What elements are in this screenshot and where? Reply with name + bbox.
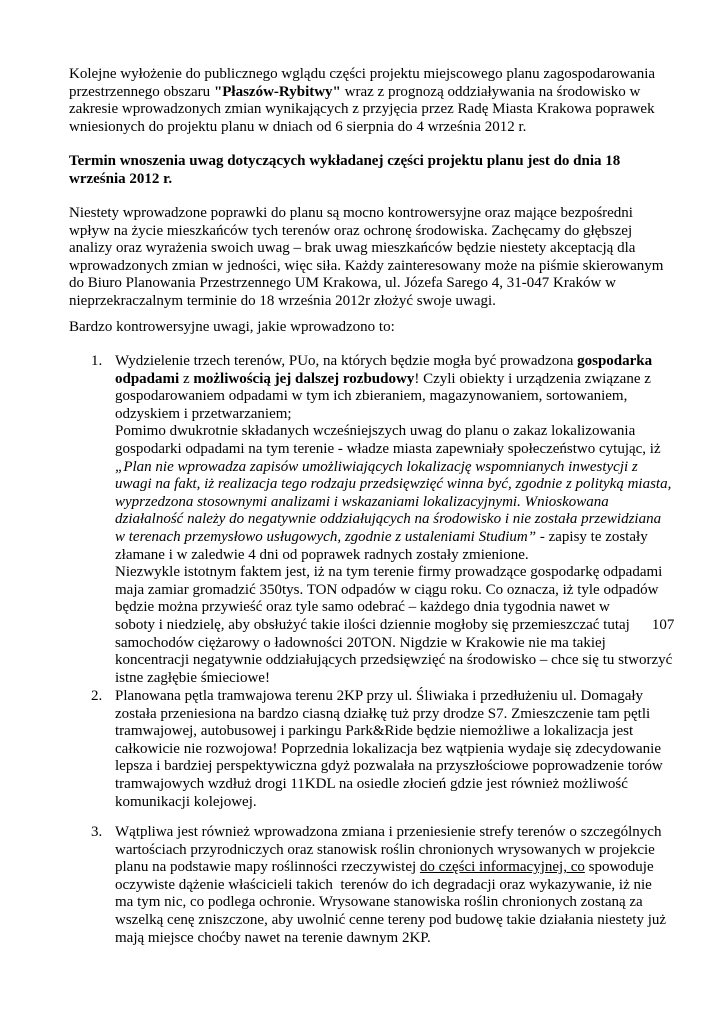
area-name: "Płaszów-Rybitwy" (213, 83, 341, 100)
text-line: samochodów ciężarowy o ładowności 20TON. Nigdzie w Krakowie nie ma takiej (115, 634, 606, 651)
text-line: gospodarki odpadami na tym terenie - władze miasta zapewniały społeczeństwo cytując, iż (115, 440, 661, 457)
text-line: wprowadzonych zmian w jedności, więc siła. Każdy zainteresowany może na piśmie skierowanym (69, 257, 664, 274)
text-line: oczywiste dążenie właścicieli takich terenów do ich degradacji oraz wykazywanie, iż nie (115, 876, 652, 893)
text-span: wraz z prognozą oddziaływania na środowisko w (340, 83, 641, 100)
text-span: - zapisy te zostały (536, 528, 648, 545)
item-number: 2. (91, 688, 103, 704)
item-number: 1. (91, 353, 103, 369)
item-body (115, 824, 675, 947)
text-span: planu na podstawie mapy roślinności rzeczywistej (115, 859, 420, 876)
text-line: będzie można przywieść oraz tyle samo odebrać – każdego dnia tygodnia nawet w (115, 599, 610, 616)
text-line: Bardzo kontrowersyjne uwagi, jakie wprowadzono to: (69, 319, 395, 335)
text-line: maja zamiar gromadzić 350tys. TON odpadów w ciągu roku. Co oznacza, iż tyle odpadów (115, 581, 659, 598)
text-line: komunikacji kolejowej. (115, 793, 257, 810)
text-line: Niezwykle istotnym faktem jest, iż na tym terenie firmy prowadzące gospodarkę odpadami (115, 564, 663, 581)
text-line: mają miejsce choćby nawet na terenie dawnym 2KP. (115, 929, 431, 946)
underlined-span: do części informacyjnej, co (419, 859, 585, 876)
text-line: tramwajowej, autobusowej i parkingu Park&Ride będzie niemożliwe a lokalizacja jest (115, 723, 634, 740)
text-line: złamane i w zaledwie 4 dni od poprawek radnych zostały zmienione. (115, 546, 529, 563)
quote-line: „Plan nie wprowadza zapisów umożliwiających lokalizację wspomnianych inwestycji z (115, 458, 638, 475)
text-line: Termin wnoszenia uwag dotyczących wykładanej części projektu planu jest do dnia 18 (69, 153, 621, 169)
deadline-notice (69, 153, 657, 188)
text-line: września 2012 r. (69, 170, 173, 187)
text-span: soboty i niedzielę, aby obsłużyć takie ilości dziennie mogłoby się przemieszczać tutaj (115, 616, 630, 633)
item-body (115, 353, 675, 687)
intro-paragraph (69, 66, 657, 136)
text-span: z (179, 370, 194, 387)
text-line: Kolejne wyłożenie do publicznego wglądu części projektu miejscowego planu zagospodarowania (69, 66, 656, 82)
text-span: spowoduje (584, 859, 654, 876)
text-span: ! Czyli obiekty i urządzenia związane z (414, 370, 651, 387)
text-line: wartościach przyrodniczych oraz stanowisk roślin chronionych wrysowanych w projekcie (115, 841, 655, 858)
text-line: wszelką cenę zniszczone, aby uwolnić cenne tereny pod budowę takie działania niestety już (115, 911, 667, 928)
text-line (115, 353, 675, 371)
bold-span: możliwością jej dalszej rozbudowy (193, 370, 415, 387)
text-line: istne zagłębie śmieciowe! (115, 669, 270, 686)
text-line: nieprzekraczalnym terminie do 18 września 2012r złożyć swoje uwagi. (69, 292, 496, 309)
quote-span: w terenach przemysłowo usługowych, zgodnie z ustaleniami Studium” (115, 528, 537, 545)
text-line: ma tym nic, co podlega ochronie. Wrysowane stanowiska roślin chronionych zostaną za (115, 894, 643, 911)
appeal-paragraph (69, 205, 664, 311)
text-line: do Biuro Planowania Przestrzennego UM Krakowa, ul. Józefa Sarego 4, 31-047 Kraków w (69, 275, 616, 292)
text-line: Wątpliwa jest również wprowadzona zmiana i przeniesienie strefy terenów o szczególnych (115, 824, 662, 840)
quote-line: wyprzedzona stosownymi analizami i wskazaniami lokalizacyjnymi. Wnioskowana (115, 493, 609, 510)
text-line: tramwajowych wzdłuż drogi 11KDL na osiedle złocień gdzie jest również możliwość (115, 775, 628, 792)
text-span: przestrzennego obszaru (69, 83, 214, 100)
item-number: 3. (91, 824, 103, 840)
text-line: Niestety wprowadzone poprawki do planu są mocno kontrowersyjne oraz mające bezpośredni (69, 205, 633, 221)
list-lead (69, 319, 657, 337)
text-line: odzyskiem i przetwarzaniem; (115, 405, 292, 422)
text-line: lepsza i bardziej perspektywiczna gdyż pozwalała na przyszłościowe poprowadzenie torów (115, 758, 663, 775)
text-line (115, 529, 675, 547)
text-line: analizy oraz wyrażenia swoich uwag – brak uwag mieszkańców będzie niestety akceptacją dla (69, 240, 636, 257)
text-line: koncentracji negatywnie oddziałujących przedsięwzięć na środowisko – chce się tu stworzyć (115, 652, 673, 669)
bold-span: gospodarka (577, 353, 653, 369)
text-line: Planowana pętla tramwajowa terenu 2KP przy ul. Śliwiaka i przedłużeniu ul. Domagały (115, 688, 644, 704)
text-line (115, 617, 675, 635)
text-line: została przeniesiona na bardzo ciasną działkę tuż przy drodze S7. Zmieszczenie tam pętli (115, 705, 651, 722)
quote-line: działalność należy do negatywnie oddziałujących na środowisko i nie została przewidziana (115, 511, 662, 528)
text-line (115, 859, 675, 877)
text-line: całkowicie nie rozwojowa! Poprzednia lokalizacja bez wątpienia wydaje się zdecydowanie (115, 740, 662, 757)
text-line: gospodarowaniem odpadami w tym ich zbieraniem, magazynowaniem, sortowaniem, (115, 388, 628, 405)
text-line: wniesionych do projektu planu w dniach od 6 sierpnia do 4 września 2012 r. (69, 118, 527, 135)
text-line (115, 371, 675, 389)
text-line (69, 84, 657, 102)
truck-count: 107 (651, 616, 675, 633)
bold-span: odpadami (115, 370, 180, 387)
quote-line: uwagi na fakt, iż realizacja tego rodzaju przedsięwzięć winna być, zgodnie z polityką miasta, (115, 476, 672, 493)
text-line: Pomimo dwukrotnie składanych wcześniejszych uwag do planu o zakaz lokalizowania (115, 423, 636, 440)
text-line: zakresie wprowadzonych zmian wynikających z przyjęcia przez Radę Miasta Krakowa poprawek (69, 101, 655, 118)
item-body (115, 688, 675, 811)
text-line: wpływ na życie mieszkańców tych terenów oraz ochronę środowiska. Zachęcamy do głębszej (69, 222, 633, 239)
text-span: Wydzielenie trzech terenów, PUo, na których będzie mogła być prowadzona (115, 353, 578, 369)
